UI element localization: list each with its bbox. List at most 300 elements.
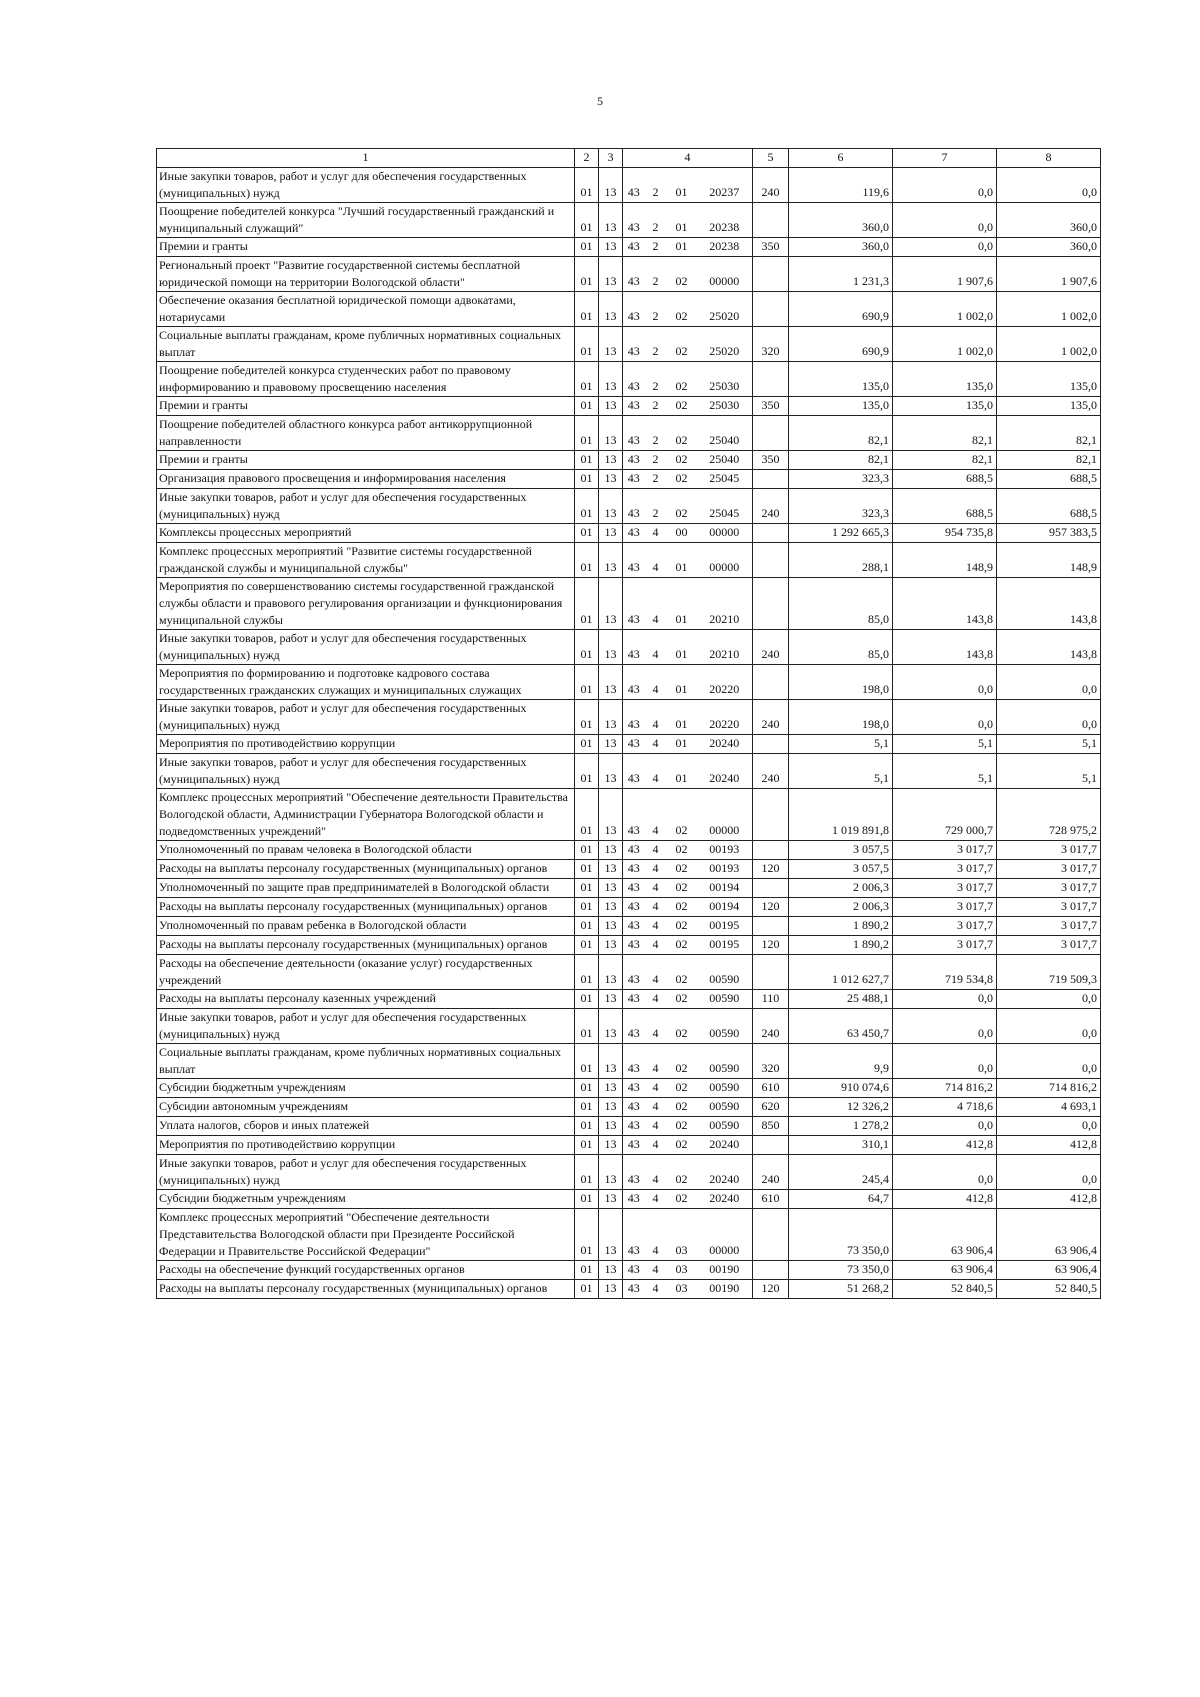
amount-col7-cell: 1 907,6 [893, 257, 997, 292]
program-item-cell: 02 [667, 257, 697, 292]
row-name-cell: Комплексы процессных мероприятий [157, 524, 575, 543]
subsection-code-cell: 13 [599, 327, 623, 362]
program-type-cell: 4 [645, 1261, 667, 1280]
expense-direction-cell: 00000 [697, 257, 753, 292]
program-type-cell: 2 [645, 238, 667, 257]
table-row [157, 665, 1101, 700]
program-type-cell: 4 [645, 1009, 667, 1044]
expense-direction-cell: 25040 [697, 451, 753, 470]
table-row [157, 1079, 1101, 1098]
program-item-cell: 02 [667, 1044, 697, 1079]
amount-col8-cell: 1 907,6 [997, 257, 1101, 292]
amount-col6-cell: 1 890,2 [789, 936, 893, 955]
expense-direction-cell: 25040 [697, 416, 753, 451]
program-item-cell: 01 [667, 700, 697, 735]
section-code-cell: 01 [575, 203, 599, 238]
expense-type-cell: 240 [753, 1155, 789, 1190]
amount-col7-cell: 0,0 [893, 1155, 997, 1190]
expense-direction-cell: 25045 [697, 489, 753, 524]
amount-col6-cell: 3 057,5 [789, 841, 893, 860]
table-row [157, 451, 1101, 470]
header-col-4: 4 [623, 149, 753, 168]
table-row [157, 489, 1101, 524]
expense-direction-cell: 00590 [697, 1009, 753, 1044]
row-name-cell: Уполномоченный по защите прав предпринимателей в Вологодской области [157, 879, 575, 898]
amount-col7-cell: 954 735,8 [893, 524, 997, 543]
program-type-cell: 4 [645, 630, 667, 665]
expense-type-cell [753, 665, 789, 700]
section-code-cell: 01 [575, 578, 599, 630]
expense-direction-cell: 00194 [697, 898, 753, 917]
program-code-cell: 43 [623, 1009, 645, 1044]
program-type-cell: 2 [645, 397, 667, 416]
amount-col8-cell: 0,0 [997, 1155, 1101, 1190]
expense-direction-cell: 20240 [697, 1155, 753, 1190]
amount-col6-cell: 3 057,5 [789, 860, 893, 879]
amount-col6-cell: 2 006,3 [789, 879, 893, 898]
table-row [157, 362, 1101, 397]
expense-type-cell [753, 955, 789, 990]
amount-col8-cell: 3 017,7 [997, 841, 1101, 860]
expense-type-cell: 120 [753, 860, 789, 879]
amount-col6-cell: 360,0 [789, 203, 893, 238]
amount-col7-cell: 143,8 [893, 578, 997, 630]
subsection-code-cell: 13 [599, 936, 623, 955]
subsection-code-cell: 13 [599, 1117, 623, 1136]
row-name-cell: Социальные выплаты гражданам, кроме публичных нормативных социальных выплат [157, 1044, 575, 1079]
program-type-cell: 2 [645, 470, 667, 489]
program-item-cell: 02 [667, 1190, 697, 1209]
row-name-cell: Мероприятия по совершенствованию системы государственной гражданской службы области и правового регулирования организации и функционирования муниципальной службы [157, 578, 575, 630]
program-code-cell: 43 [623, 898, 645, 917]
header-col-6: 6 [789, 149, 893, 168]
subsection-code-cell: 13 [599, 630, 623, 665]
expense-type-cell [753, 524, 789, 543]
row-name-cell: Расходы на выплаты персоналу казенных учреждений [157, 990, 575, 1009]
amount-col7-cell: 0,0 [893, 700, 997, 735]
amount-col8-cell: 412,8 [997, 1136, 1101, 1155]
table-row [157, 789, 1101, 841]
program-type-cell: 4 [645, 1280, 667, 1299]
budget-table [156, 148, 1101, 1299]
program-item-cell: 02 [667, 1136, 697, 1155]
amount-col8-cell: 0,0 [997, 700, 1101, 735]
amount-col6-cell: 135,0 [789, 397, 893, 416]
section-code-cell: 01 [575, 1155, 599, 1190]
program-type-cell: 4 [645, 1098, 667, 1117]
amount-col8-cell: 728 975,2 [997, 789, 1101, 841]
section-code-cell: 01 [575, 1136, 599, 1155]
expense-direction-cell: 20240 [697, 1190, 753, 1209]
section-code-cell: 01 [575, 524, 599, 543]
program-item-cell: 02 [667, 397, 697, 416]
program-item-cell: 02 [667, 955, 697, 990]
program-type-cell: 4 [645, 543, 667, 578]
amount-col6-cell: 360,0 [789, 238, 893, 257]
subsection-code-cell: 13 [599, 1280, 623, 1299]
amount-col8-cell: 0,0 [997, 1117, 1101, 1136]
expense-direction-cell: 00590 [697, 1098, 753, 1117]
row-name-cell: Поощрение победителей конкурса "Лучший государственный гражданский и муниципальный служащий" [157, 203, 575, 238]
row-name-cell: Мероприятия по противодействию коррупции [157, 1136, 575, 1155]
expense-type-cell [753, 203, 789, 238]
program-code-cell: 43 [623, 1117, 645, 1136]
expense-type-cell: 120 [753, 936, 789, 955]
program-item-cell: 02 [667, 841, 697, 860]
program-code-cell: 43 [623, 416, 645, 451]
expense-type-cell [753, 735, 789, 754]
table-row [157, 292, 1101, 327]
row-name-cell: Премии и гранты [157, 238, 575, 257]
program-type-cell: 2 [645, 327, 667, 362]
amount-col7-cell: 5,1 [893, 754, 997, 789]
row-name-cell: Премии и гранты [157, 451, 575, 470]
program-code-cell: 43 [623, 257, 645, 292]
expense-type-cell [753, 841, 789, 860]
amount-col6-cell: 323,3 [789, 470, 893, 489]
section-code-cell: 01 [575, 1098, 599, 1117]
program-type-cell: 2 [645, 489, 667, 524]
subsection-code-cell: 13 [599, 238, 623, 257]
amount-col6-cell: 1 012 627,7 [789, 955, 893, 990]
expense-type-cell [753, 578, 789, 630]
program-code-cell: 43 [623, 1209, 645, 1261]
table-row [157, 735, 1101, 754]
program-code-cell: 43 [623, 292, 645, 327]
amount-col7-cell: 63 906,4 [893, 1209, 997, 1261]
amount-col6-cell: 1 019 891,8 [789, 789, 893, 841]
program-item-cell: 01 [667, 578, 697, 630]
expense-direction-cell: 20237 [697, 168, 753, 203]
amount-col6-cell: 82,1 [789, 416, 893, 451]
section-code-cell: 01 [575, 789, 599, 841]
amount-col6-cell: 1 231,3 [789, 257, 893, 292]
section-code-cell: 01 [575, 168, 599, 203]
subsection-code-cell: 13 [599, 841, 623, 860]
section-code-cell: 01 [575, 879, 599, 898]
expense-direction-cell: 00000 [697, 524, 753, 543]
expense-direction-cell: 25020 [697, 327, 753, 362]
program-code-cell: 43 [623, 470, 645, 489]
row-name-cell: Расходы на обеспечение деятельности (оказание услуг) государственных учреждений [157, 955, 575, 990]
row-name-cell: Иные закупки товаров, работ и услуг для обеспечения государственных (муниципальных) нужд [157, 700, 575, 735]
table-row [157, 1117, 1101, 1136]
program-type-cell: 2 [645, 257, 667, 292]
subsection-code-cell: 13 [599, 1190, 623, 1209]
section-code-cell: 01 [575, 630, 599, 665]
amount-col7-cell: 729 000,7 [893, 789, 997, 841]
expense-type-cell [753, 416, 789, 451]
amount-col7-cell: 3 017,7 [893, 936, 997, 955]
amount-col6-cell: 9,9 [789, 1044, 893, 1079]
table-row [157, 860, 1101, 879]
subsection-code-cell: 13 [599, 543, 623, 578]
program-code-cell: 43 [623, 630, 645, 665]
expense-direction-cell: 00590 [697, 990, 753, 1009]
table-row [157, 700, 1101, 735]
subsection-code-cell: 13 [599, 665, 623, 700]
program-item-cell: 02 [667, 470, 697, 489]
amount-col8-cell: 5,1 [997, 754, 1101, 789]
expense-type-cell: 240 [753, 168, 789, 203]
header-col-1: 1 [157, 149, 575, 168]
table-row [157, 416, 1101, 451]
section-code-cell: 01 [575, 1280, 599, 1299]
section-code-cell: 01 [575, 543, 599, 578]
program-code-cell: 43 [623, 1261, 645, 1280]
amount-col8-cell: 0,0 [997, 990, 1101, 1009]
program-type-cell: 4 [645, 524, 667, 543]
amount-col8-cell: 719 509,3 [997, 955, 1101, 990]
amount-col6-cell: 198,0 [789, 700, 893, 735]
program-item-cell: 01 [667, 543, 697, 578]
amount-col6-cell: 245,4 [789, 1155, 893, 1190]
section-code-cell: 01 [575, 860, 599, 879]
program-item-cell: 02 [667, 789, 697, 841]
amount-col8-cell: 135,0 [997, 397, 1101, 416]
program-item-cell: 03 [667, 1280, 697, 1299]
subsection-code-cell: 13 [599, 524, 623, 543]
program-code-cell: 43 [623, 203, 645, 238]
program-code-cell: 43 [623, 327, 645, 362]
amount-col6-cell: 119,6 [789, 168, 893, 203]
expense-direction-cell: 00590 [697, 1079, 753, 1098]
amount-col7-cell: 0,0 [893, 238, 997, 257]
expense-direction-cell: 00193 [697, 841, 753, 860]
row-name-cell: Расходы на выплаты персоналу государственных (муниципальных) органов [157, 1280, 575, 1299]
program-type-cell: 2 [645, 362, 667, 397]
expense-type-cell: 320 [753, 1044, 789, 1079]
program-code-cell: 43 [623, 955, 645, 990]
amount-col6-cell: 25 488,1 [789, 990, 893, 1009]
row-name-cell: Субсидии бюджетным учреждениям [157, 1190, 575, 1209]
header-col-3: 3 [599, 149, 623, 168]
amount-col7-cell: 82,1 [893, 451, 997, 470]
subsection-code-cell: 13 [599, 789, 623, 841]
expense-direction-cell: 00590 [697, 1044, 753, 1079]
program-code-cell: 43 [623, 789, 645, 841]
expense-type-cell [753, 292, 789, 327]
amount-col8-cell: 714 816,2 [997, 1079, 1101, 1098]
table-row [157, 936, 1101, 955]
row-name-cell: Иные закупки товаров, работ и услуг для обеспечения государственных (муниципальных) нужд [157, 1009, 575, 1044]
program-item-cell: 02 [667, 416, 697, 451]
program-type-cell: 4 [645, 990, 667, 1009]
amount-col7-cell: 0,0 [893, 665, 997, 700]
amount-col6-cell: 73 350,0 [789, 1209, 893, 1261]
amount-col8-cell: 3 017,7 [997, 860, 1101, 879]
program-item-cell: 02 [667, 860, 697, 879]
program-item-cell: 01 [667, 735, 697, 754]
expense-direction-cell: 25030 [697, 362, 753, 397]
row-name-cell: Иные закупки товаров, работ и услуг для обеспечения государственных (муниципальных) нужд [157, 630, 575, 665]
program-code-cell: 43 [623, 665, 645, 700]
amount-col8-cell: 3 017,7 [997, 917, 1101, 936]
program-code-cell: 43 [623, 543, 645, 578]
program-item-cell: 02 [667, 1117, 697, 1136]
amount-col7-cell: 4 718,6 [893, 1098, 997, 1117]
amount-col8-cell: 52 840,5 [997, 1280, 1101, 1299]
amount-col6-cell: 51 268,2 [789, 1280, 893, 1299]
subsection-code-cell: 13 [599, 1044, 623, 1079]
amount-col8-cell: 0,0 [997, 168, 1101, 203]
section-code-cell: 01 [575, 416, 599, 451]
program-type-cell: 4 [645, 879, 667, 898]
amount-col8-cell: 3 017,7 [997, 936, 1101, 955]
program-type-cell: 4 [645, 1209, 667, 1261]
expense-type-cell [753, 917, 789, 936]
program-code-cell: 43 [623, 754, 645, 789]
program-item-cell: 02 [667, 362, 697, 397]
amount-col8-cell: 3 017,7 [997, 898, 1101, 917]
program-item-cell: 01 [667, 168, 697, 203]
row-name-cell: Субсидии бюджетным учреждениям [157, 1079, 575, 1098]
amount-col8-cell: 82,1 [997, 451, 1101, 470]
expense-direction-cell: 20220 [697, 665, 753, 700]
table-row [157, 630, 1101, 665]
amount-col7-cell: 0,0 [893, 1009, 997, 1044]
header-col-8: 8 [997, 149, 1101, 168]
section-code-cell: 01 [575, 700, 599, 735]
table-row [157, 1098, 1101, 1117]
table-row [157, 1190, 1101, 1209]
row-name-cell: Организация правового просвещения и информирования населения [157, 470, 575, 489]
table-row [157, 203, 1101, 238]
header-row [157, 149, 1101, 168]
expense-direction-cell: 00590 [697, 1117, 753, 1136]
program-item-cell: 02 [667, 327, 697, 362]
amount-col6-cell: 135,0 [789, 362, 893, 397]
program-code-cell: 43 [623, 1280, 645, 1299]
amount-col6-cell: 85,0 [789, 578, 893, 630]
row-name-cell: Уполномоченный по правам ребенка в Вологодской области [157, 917, 575, 936]
expense-type-cell: 610 [753, 1079, 789, 1098]
row-name-cell: Поощрение победителей областного конкурса работ антикоррупционной направленности [157, 416, 575, 451]
expense-direction-cell: 00190 [697, 1261, 753, 1280]
section-code-cell: 01 [575, 955, 599, 990]
amount-col7-cell: 688,5 [893, 470, 997, 489]
program-code-cell: 43 [623, 1136, 645, 1155]
program-code-cell: 43 [623, 489, 645, 524]
program-type-cell: 4 [645, 665, 667, 700]
subsection-code-cell: 13 [599, 879, 623, 898]
expense-direction-cell: 00195 [697, 936, 753, 955]
subsection-code-cell: 13 [599, 917, 623, 936]
amount-col6-cell: 690,9 [789, 327, 893, 362]
subsection-code-cell: 13 [599, 397, 623, 416]
table-body [157, 168, 1101, 1299]
program-type-cell: 4 [645, 841, 667, 860]
program-item-cell: 02 [667, 917, 697, 936]
section-code-cell: 01 [575, 257, 599, 292]
row-name-cell: Региональный проект "Развитие государственной системы бесплатной юридической помощи на территории Вологодской области" [157, 257, 575, 292]
subsection-code-cell: 13 [599, 700, 623, 735]
section-code-cell: 01 [575, 1261, 599, 1280]
row-name-cell: Иные закупки товаров, работ и услуг для обеспечения государственных (муниципальных) нужд [157, 489, 575, 524]
program-item-cell: 01 [667, 203, 697, 238]
expense-direction-cell: 00590 [697, 955, 753, 990]
amount-col8-cell: 360,0 [997, 238, 1101, 257]
expense-type-cell [753, 362, 789, 397]
program-type-cell: 4 [645, 754, 667, 789]
subsection-code-cell: 13 [599, 578, 623, 630]
subsection-code-cell: 13 [599, 203, 623, 238]
program-item-cell: 00 [667, 524, 697, 543]
program-type-cell: 4 [645, 735, 667, 754]
row-name-cell: Субсидии автономным учреждениям [157, 1098, 575, 1117]
amount-col7-cell: 135,0 [893, 362, 997, 397]
row-name-cell: Мероприятия по противодействию коррупции [157, 735, 575, 754]
program-item-cell: 02 [667, 1155, 697, 1190]
table-row [157, 1280, 1101, 1299]
amount-col6-cell: 288,1 [789, 543, 893, 578]
program-item-cell: 03 [667, 1261, 697, 1280]
program-item-cell: 01 [667, 238, 697, 257]
row-name-cell: Комплекс процессных мероприятий "Обеспечение деятельности Правительства Вологодской области, Администрации Губернатора Вологодской области и подведомственных учреждений" [157, 789, 575, 841]
subsection-code-cell: 13 [599, 990, 623, 1009]
program-code-cell: 43 [623, 917, 645, 936]
expense-type-cell [753, 470, 789, 489]
subsection-code-cell: 13 [599, 1009, 623, 1044]
program-type-cell: 2 [645, 416, 667, 451]
expense-direction-cell: 25030 [697, 397, 753, 416]
program-type-cell: 4 [645, 1190, 667, 1209]
amount-col7-cell: 3 017,7 [893, 860, 997, 879]
program-type-cell: 4 [645, 578, 667, 630]
expense-type-cell [753, 879, 789, 898]
section-code-cell: 01 [575, 1190, 599, 1209]
section-code-cell: 01 [575, 917, 599, 936]
amount-col7-cell: 135,0 [893, 397, 997, 416]
table-row [157, 1209, 1101, 1261]
expense-type-cell: 120 [753, 1280, 789, 1299]
amount-col7-cell: 1 002,0 [893, 327, 997, 362]
program-item-cell: 02 [667, 489, 697, 524]
amount-col8-cell: 0,0 [997, 665, 1101, 700]
program-code-cell: 43 [623, 841, 645, 860]
amount-col7-cell: 3 017,7 [893, 898, 997, 917]
expense-direction-cell: 00000 [697, 789, 753, 841]
amount-col7-cell: 5,1 [893, 735, 997, 754]
amount-col6-cell: 63 450,7 [789, 1009, 893, 1044]
table-row [157, 578, 1101, 630]
row-name-cell: Обеспечение оказания бесплатной юридической помощи адвокатами, нотариусами [157, 292, 575, 327]
section-code-cell: 01 [575, 1209, 599, 1261]
subsection-code-cell: 13 [599, 257, 623, 292]
program-type-cell: 4 [645, 898, 667, 917]
expense-type-cell: 240 [753, 700, 789, 735]
section-code-cell: 01 [575, 936, 599, 955]
expense-type-cell: 110 [753, 990, 789, 1009]
program-item-cell: 03 [667, 1209, 697, 1261]
expense-type-cell: 240 [753, 630, 789, 665]
subsection-code-cell: 13 [599, 470, 623, 489]
section-code-cell: 01 [575, 362, 599, 397]
section-code-cell: 01 [575, 327, 599, 362]
expense-direction-cell: 00194 [697, 879, 753, 898]
expense-type-cell: 240 [753, 754, 789, 789]
header-col-7: 7 [893, 149, 997, 168]
row-name-cell: Поощрение победителей конкурса студенческих работ по правовому информированию и правовому просвещению населения [157, 362, 575, 397]
amount-col8-cell: 360,0 [997, 203, 1101, 238]
program-code-cell: 43 [623, 735, 645, 754]
amount-col8-cell: 688,5 [997, 489, 1101, 524]
subsection-code-cell: 13 [599, 1155, 623, 1190]
amount-col6-cell: 1 292 665,3 [789, 524, 893, 543]
section-code-cell: 01 [575, 735, 599, 754]
amount-col6-cell: 310,1 [789, 1136, 893, 1155]
program-code-cell: 43 [623, 1190, 645, 1209]
